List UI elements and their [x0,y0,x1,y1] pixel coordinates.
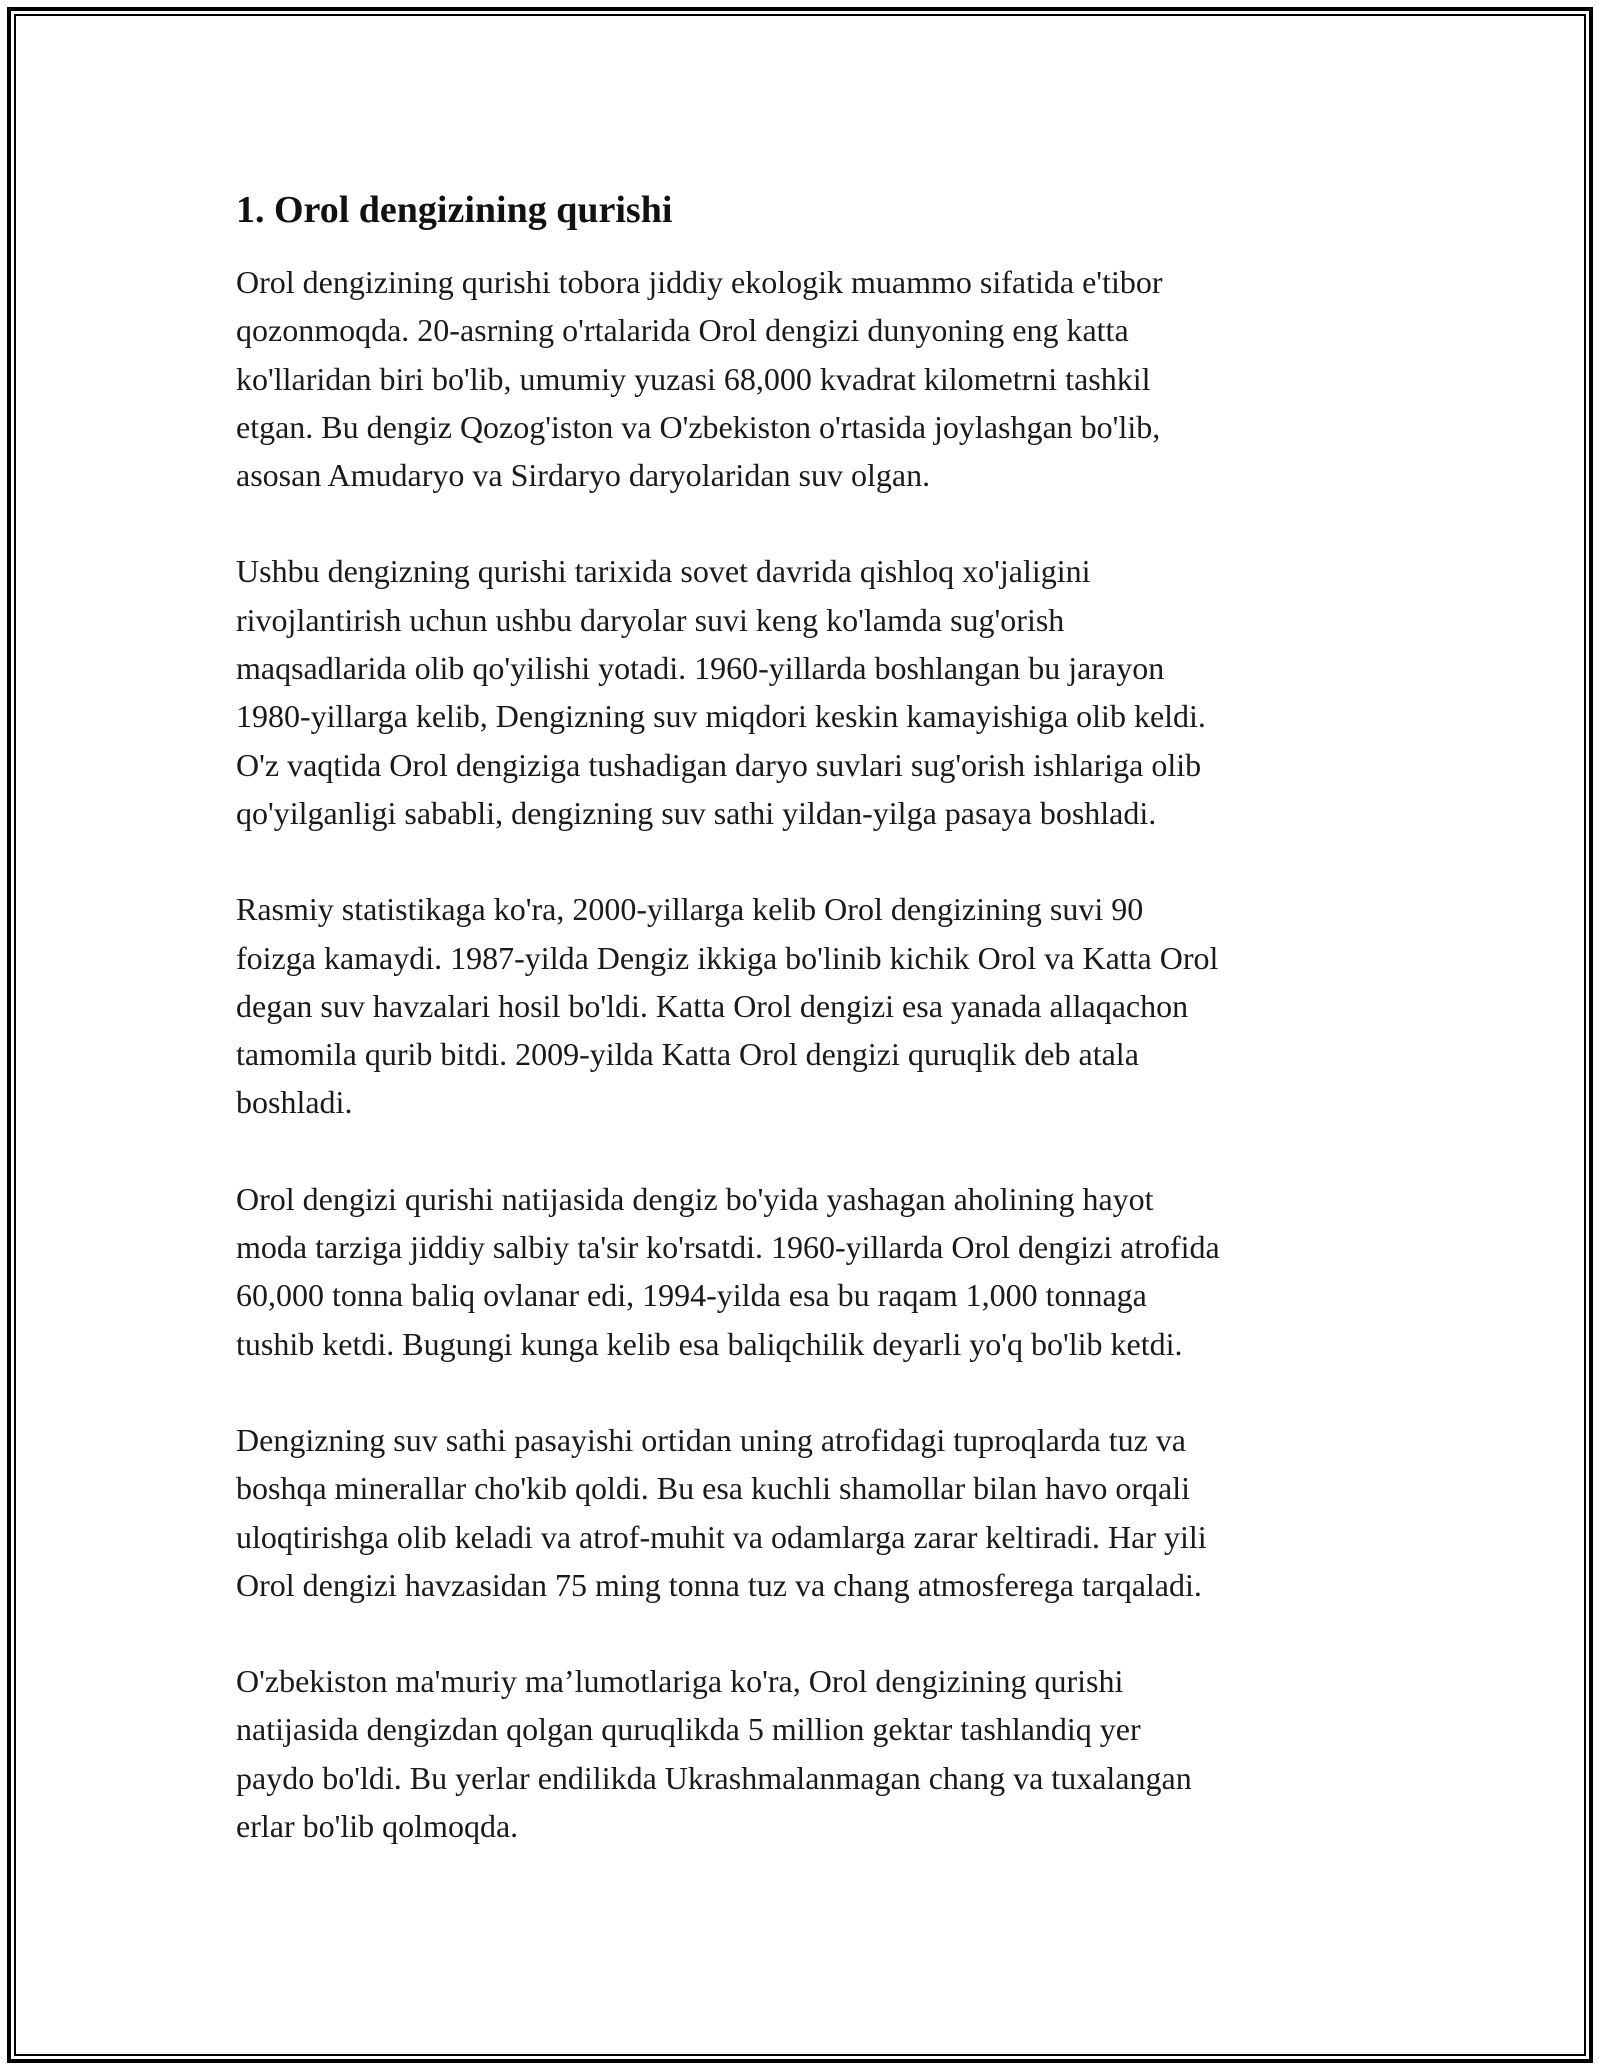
text-line: tamomila qurib bitdi. 2009-yilda Katta Orol dengizi quruqlik deb atala [236,1036,1139,1073]
text-line: Rasmiy statistikaga ko'ra, 2000-yillarga kelib Orol dengizining suvi 90 [236,891,1144,928]
text-line: rivojlantirish uchun ushbu daryolar suvi keng ko'lamda sug'orish [236,601,1065,638]
text-line: erlar bo'lib qolmoqda. [236,1808,519,1845]
document-body [236,186,1372,1898]
text-line: boshqa minerallar cho'kib qoldi. Bu esa kuchli shamollar bilan havo orqali [236,1470,1190,1507]
text-line: uloqtirishga olib keladi va atrof-muhit va odamlarga zarar keltiradi. Har yili [236,1518,1207,1555]
text-line: Orol dengizi qurishi natijasida dengiz bo'yida yashagan aholining hayot [236,1180,1154,1217]
text-line: Orol dengizining qurishi tobora jiddiy ekologik muammo sifatida e'tibor [236,264,1163,300]
text-line: boshladi. [236,1084,353,1121]
text-line: qozonmoqda. 20-asrning o'rtalarida Orol dengizi dunyoning eng katta [236,312,1129,349]
paragraph-4 [236,1175,1372,1368]
text-line: moda tarziga jiddiy salbiy ta'sir ko'rsatdi. 1960-yillarda Orol dengizi atrofida [236,1229,1220,1266]
text-line: paydo bo'ldi. Bu yerlar endilikda Ukrashmalanmagan chang va tuxalangan [236,1759,1192,1796]
text-line: O'zbekiston ma'muriy ma’lumotlariga ko'ra, Orol dengizining qurishi [236,1663,1124,1700]
paragraph-1 [236,258,1372,499]
text-line: Ushbu dengizning qurishi tarixida sovet davrida qishloq xo'jaligini [236,553,1091,590]
text-line: foizga kamaydi. 1987-yilda Dengiz ikkiga bo'linib kichik Orol va Katta Orol [236,939,1219,976]
paragraph-3 [236,885,1372,1126]
text-line: Dengizning suv sathi pasayishi ortidan uning atrofidagi tuproqlarda tuz va [236,1421,1186,1458]
text-line: Orol dengizi havzasidan 75 ming tonna tuz va chang atmosferega tarqaladi. [236,1566,1202,1603]
text-line: asosan Amudaryo va Sirdaryo daryolaridan suv olgan. [236,457,931,494]
text-line: natijasida dengizdan qolgan quruqlikda 5 million gektar tashlandiq yer [236,1711,1141,1748]
text-line: O'z vaqtida Orol dengiziga tushadigan daryo suvlari sug'orish ishlariga olib [236,746,1202,783]
text-line: maqsadlarida olib qo'yilishi yotadi. 1960-yillarda boshlangan bu jarayon [236,650,1165,687]
text-line: 1980-yillarga kelib, Dengizning suv miqdori keskin kamayishiga olib keldi. [236,698,1206,735]
text-line: 60,000 tonna baliq ovlanar edi, 1994-yilda esa bu raqam 1,000 tonnaga [236,1277,1147,1314]
text-line: qo'yilganligi sababli, dengizning suv sathi yildan-yilga pasaya boshladi. [236,794,1157,831]
paragraph-6 [236,1657,1372,1850]
section-heading: 1. Orol dengizining qurishi [236,189,673,231]
text-line: etgan. Bu dengiz Qozog'iston va O'zbekiston o'rtasida joylashgan bo'lib, [236,408,1161,445]
paragraph-5 [236,1416,1372,1609]
paragraph-2 [236,547,1372,837]
text-line: tushib ketdi. Bugungi kunga kelib esa baliqchilik deyarli yo'q bo'lib ketdi. [236,1325,1183,1362]
text-line: degan suv havzalari hosil bo'ldi. Katta Orol dengizi esa yanada allaqachon [236,987,1189,1024]
text-line: ko'llaridan biri bo'lib, umumiy yuzasi 68,000 kvadrat kilometrni tashkil [236,360,1151,397]
